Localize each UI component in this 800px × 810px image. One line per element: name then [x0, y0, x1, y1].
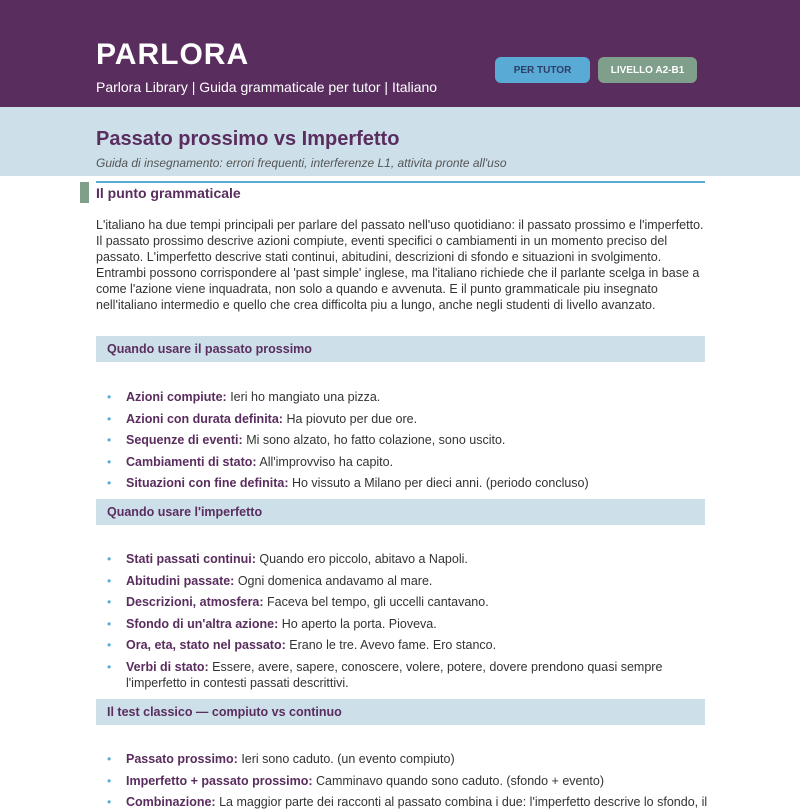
bullet-icon: •	[107, 773, 112, 788]
list-item-text: All'improvviso ha capito.	[259, 454, 394, 469]
list-item-term: Stati passati continui:	[126, 552, 256, 566]
list-item	[96, 454, 716, 470]
list-item-text: Camminavo quando sono caduto. (sfondo + evento)	[315, 773, 605, 788]
list-item	[96, 616, 716, 632]
list-item-text: Faceva bel tempo, gli uccelli cantavano.	[267, 595, 489, 609]
list-item-term: Sequenze di eventi:	[126, 433, 243, 447]
list-item-term: Azioni compiute:	[126, 390, 227, 404]
list-item-term: Ora, eta, stato nel passato:	[126, 638, 286, 652]
list-item	[96, 573, 716, 589]
subheading-label: Quando usare l'imperfetto	[107, 505, 263, 519]
list-item	[96, 411, 716, 427]
list-item-term: Abitudini passate:	[126, 573, 235, 588]
list-item-text: Mi sono alzato, ho fatto colazione, sono uscito.	[246, 433, 506, 447]
header-subline: Parlora Library | Guida grammaticale per tutor | Italiano	[96, 79, 438, 95]
tutor-badge: PER TUTOR	[495, 57, 590, 83]
list-item-term: Situazioni con fine definita:	[126, 476, 289, 490]
bullet-icon: •	[107, 552, 112, 566]
bullet-icon: •	[107, 476, 112, 490]
list-item-term: Sfondo di un'altra azione:	[126, 616, 279, 631]
list-item-text: Ho aperto la porta. Pioveva.	[281, 616, 437, 631]
list-item-text: Ogni domenica andavamo al mare.	[237, 573, 433, 588]
bullet-icon: •	[107, 638, 112, 652]
imperfetto-list	[96, 551, 716, 691]
bullet-icon: •	[107, 390, 112, 404]
bullet-icon: •	[107, 433, 112, 447]
list-item-text: Ho vissuto a Milano per dieci anni. (periodo concluso)	[291, 476, 589, 490]
test-list	[96, 751, 716, 810]
list-item	[96, 594, 716, 610]
list-item	[96, 794, 716, 810]
list-item-text: Erano le tre. Avevo fame. Ero stanco.	[289, 638, 497, 652]
list-item	[96, 659, 716, 691]
list-item-term: Cambiamenti di stato:	[126, 454, 257, 469]
bullet-icon: •	[107, 411, 112, 426]
subheading-test	[96, 699, 705, 725]
list-item-term: Passato prossimo:	[126, 752, 238, 766]
subheading-passato-prossimo	[96, 336, 705, 362]
subheading-label: Quando usare il passato prossimo	[107, 342, 312, 356]
list-item-term: Combinazione:	[126, 795, 216, 809]
list-item-term: Verbi di stato:	[126, 659, 209, 674]
passato-list	[96, 389, 716, 491]
list-item-text: Ieri sono caduto. (un evento compiuto)	[241, 752, 455, 766]
list-item-text: Quando ero piccolo, abitavo a Napoli.	[259, 552, 468, 566]
section-title: Il punto grammaticale	[96, 185, 241, 201]
bullet-icon: •	[107, 752, 112, 766]
section-accent-bar	[80, 182, 89, 203]
list-item-term: Azioni con durata definita:	[126, 411, 283, 426]
bullet-icon: •	[107, 595, 112, 609]
subheading-imperfetto	[96, 499, 705, 525]
bullet-icon: •	[107, 454, 112, 469]
list-item-text: Ha piovuto per due ore.	[286, 411, 418, 426]
bullet-icon: •	[107, 795, 112, 809]
page-subtitle: Guida di insegnamento: errori frequenti, interferenze L1, attivita pronte all'uso	[96, 156, 507, 170]
list-item	[96, 751, 716, 767]
bullet-icon: •	[107, 573, 112, 588]
list-item	[96, 773, 716, 789]
list-item	[96, 432, 716, 448]
intro-paragraph: L'italiano ha due tempi principali per parlare del passato nell'uso quotidiano: il passato prossimo e l'imperfetto. Il passato prossimo descrive azioni compiute, eventi specifici o cambiamenti in un momento preciso del passato. L'imperfetto descrive stati continui, abitudini, descrizioni di sfondo e situazioni in svolgimento. Entrambi possono corrispondere al 'past simple' inglese, ma l'italiano richiede che il parlante scelga in base a come l'azione viene inquadrata, non solo a quando e avvenuta. E il punto grammaticale piu insegnato nell'italiano intermedio e quello che crea difficolta piu a lungo, anche negli studenti di livello avanzato.	[96, 218, 704, 312]
list-item-text: Ieri ho mangiato una pizza.	[230, 390, 381, 404]
section-divider	[96, 181, 705, 183]
bullet-icon: •	[107, 616, 112, 631]
bullet-icon: •	[107, 659, 112, 674]
list-item	[96, 389, 716, 405]
subheading-label: Il test classico — compiuto vs continuo	[107, 705, 342, 719]
page-title: Passato prossimo vs Imperfetto	[96, 128, 400, 150]
list-item	[96, 475, 716, 491]
list-item	[96, 551, 716, 567]
brand-logo: PARLORA	[96, 38, 250, 71]
list-item-term: Imperfetto + passato prossimo:	[126, 773, 313, 788]
list-item	[96, 637, 716, 653]
list-item-text: Essere, avere, sapere, conoscere, volere, potere, dovere prendono quasi sempre l'imperfetto in contesti passati descrittivi.	[126, 659, 663, 690]
level-badge: LIVELLO A2-B1	[598, 57, 697, 83]
list-item-text: La maggior parte dei racconti al passato combina i due: l'imperfetto descrive lo sfondo, il	[219, 795, 708, 809]
list-item-term: Descrizioni, atmosfera:	[126, 595, 264, 609]
